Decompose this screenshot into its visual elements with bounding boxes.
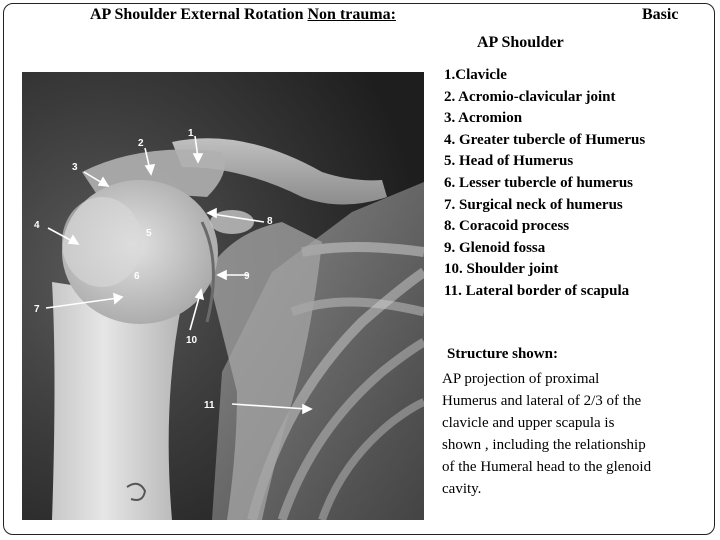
level-label: Basic <box>642 6 679 23</box>
structure-shown-text: AP projection of proximal Humerus and lateral of 2/3 of the clavicle and upper scapula is shown , including the relationship of the Humeral head to the glenoid cavity. <box>442 371 652 497</box>
shoulder-xray-image <box>22 72 424 520</box>
xray-label: 4 <box>34 220 40 231</box>
xray-label: 9 <box>244 271 250 282</box>
structure-shown-heading: Structure shown: <box>447 346 558 362</box>
xray-label: 8 <box>267 216 273 227</box>
xray-label: 2 <box>138 138 144 149</box>
xray-label: 5 <box>146 228 152 239</box>
title-underlined-text: Non trauma: <box>307 6 396 23</box>
structure-item: 8. Coracoid process <box>444 218 570 235</box>
structure-list <box>444 65 645 303</box>
structure-item: 9. Glenoid fossa <box>444 239 546 256</box>
structure-item: 4. Greater tubercle of Humerus <box>444 131 646 148</box>
slide-title <box>90 6 396 24</box>
xray-label: 7 <box>34 304 40 315</box>
xray-label: 6 <box>134 271 140 282</box>
structure-item: 5. Head of Humerus <box>444 153 574 170</box>
structure-item: 3. Acromion <box>444 110 523 127</box>
structure-item: 2. Acromio-clavicular joint <box>444 88 616 105</box>
structure-item: 6. Lesser tubercle of humerus <box>444 174 634 191</box>
xray-label: 10 <box>186 335 198 346</box>
xray-label: 3 <box>72 162 78 173</box>
slide-subtitle: AP Shoulder <box>477 34 564 51</box>
structure-item: 7. Surgical neck of humerus <box>444 196 623 213</box>
xray-label: 1 <box>188 128 194 139</box>
structure-item: 10. Shoulder joint <box>444 261 559 278</box>
title-text: AP Shoulder External Rotation <box>90 6 308 23</box>
structure-item: 1.Clavicle <box>444 67 507 83</box>
structure-item: 11. Lateral border of scapula <box>444 282 630 299</box>
xray-label: 11 <box>204 400 215 411</box>
